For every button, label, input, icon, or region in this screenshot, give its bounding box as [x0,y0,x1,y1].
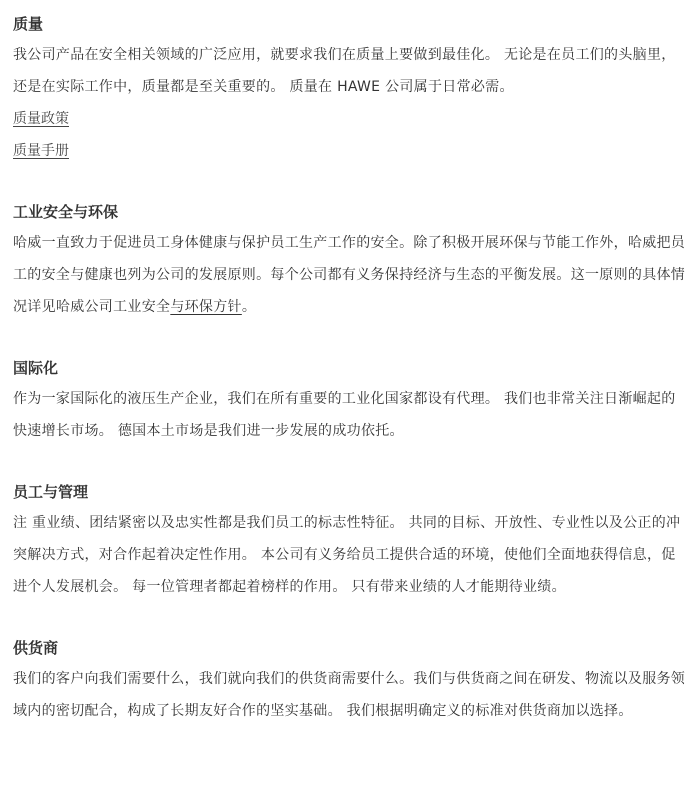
section-body-safety [13,227,689,323]
section-suppliers [13,633,689,727]
section-title-international: 国际化 [13,359,59,377]
quality-manual-link[interactable]: 质量手册 [13,143,69,159]
section-quality [13,9,689,167]
section-title-employees: 员工与管理 [13,483,89,501]
section-employees [13,477,689,603]
section-title-suppliers: 供货商 [13,639,59,657]
section-title-quality: 质量 [13,15,44,33]
section-body-quality: 我公司产品在安全相关领域的广泛应用，就要求我们在质量上要做到最佳化。 无论是在员工们的头脑里，还是在实际工作中，质量都是至关重要的。 质量在 HAWE 公司属于日常必需。 [13,47,676,95]
environmental-policy-link[interactable]: 与环保方针 [170,299,242,315]
section-spacer [13,447,698,477]
section-body-international: 作为一家国际化的液压生产企业，我们在所有重要的工业化国家都设有代理。 我们也非常关注日渐崛起的快速增长市场。 德国本土市场是我们进一步发展的成功依托。 [13,391,676,439]
safety-body-end: 。 [241,299,257,315]
section-body-suppliers: 我们的客户向我们需要什么，我们就向我们的供货商需要什么。我们与供货商之间在研发、物流以及服务领域内的密切配合，构成了长期友好合作的坚实基础。 我们根据明确定义的标准对供货商加以选择。 [13,671,686,719]
quality-policy-link[interactable]: 质量政策 [13,111,69,127]
section-spacer [13,323,698,353]
section-international [13,353,689,447]
section-spacer [13,167,698,197]
section-safety [13,197,689,323]
section-spacer [13,603,698,633]
safety-body-text: 哈威一直致力于促进员工身体健康与保护员工生产工作的安全。除了积极开展环保与节能工作外，哈威把员工的安全与健康也列为公司的发展原则。每个公司都有义务保持经济与生态的平衡发展。这一原则的具体情况详见哈威公司工业安全 [13,235,686,315]
section-title-safety: 工业安全与环保 [13,203,119,221]
section-body-employees: 注 重业绩、团结紧密以及忠实性都是我们员工的标志性特征。 共同的目标、开放性、专业性以及公正的冲突解决方式，对合作起着决定性作用。 本公司有义务给员工提供合适的环境，使他们全面地获得信息，促进个人发展机会。 每一位管理者都起着榜样的作用。 只有带来业绩的人才能期待业绩。 [13,515,681,595]
